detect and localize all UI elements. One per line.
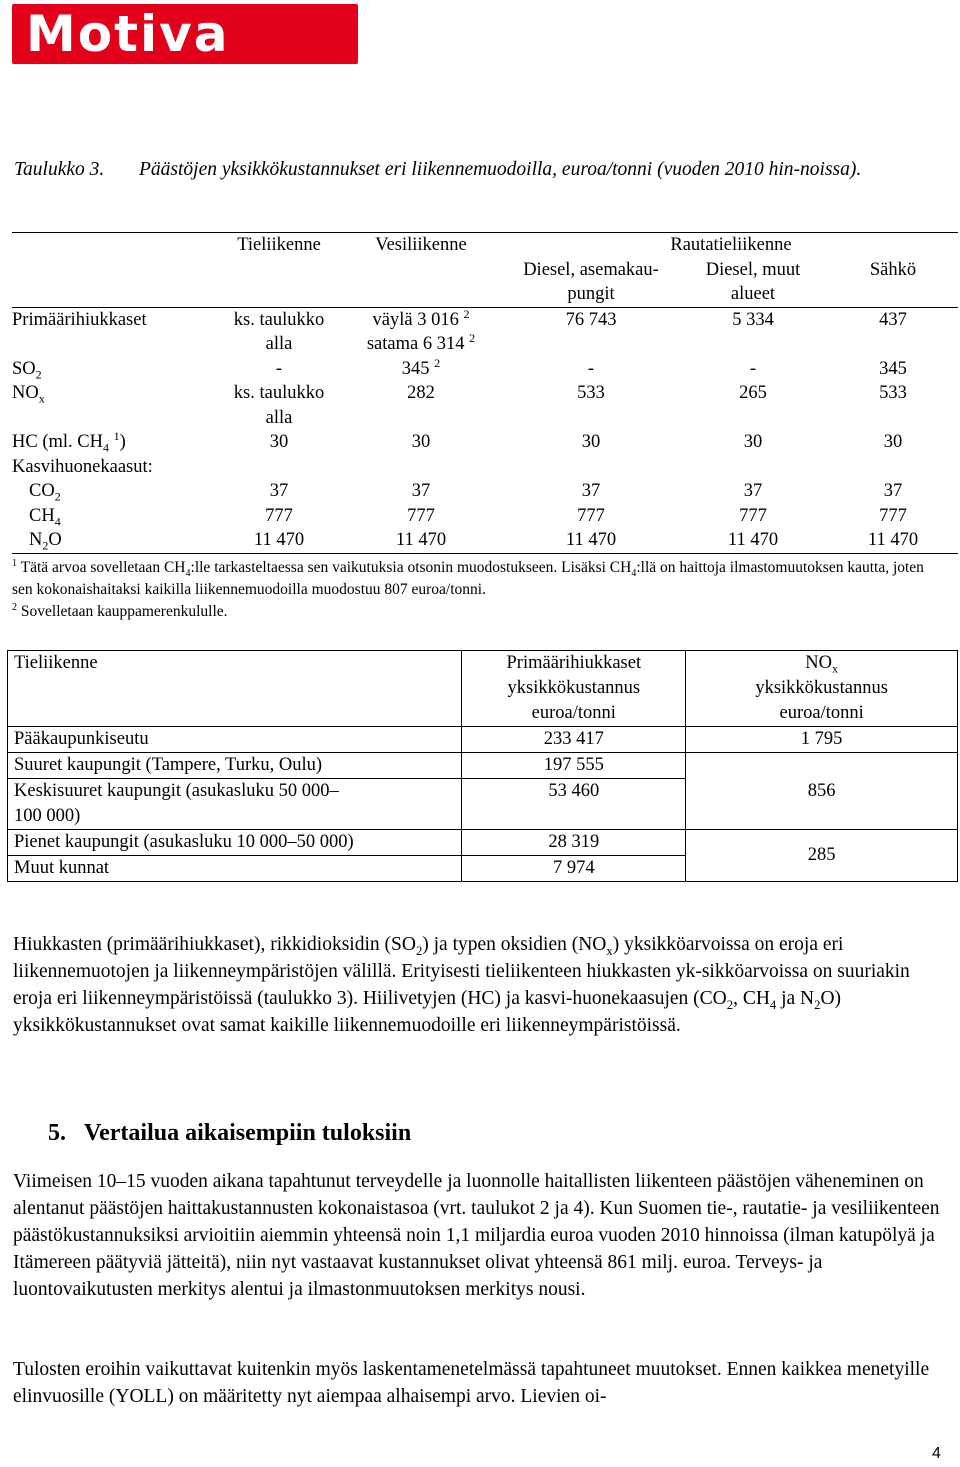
road-table-header: Tieliikenne Primäärihiukkaset yksikkökustannus euroa/tonni $NO_x$ yksikkökustannus euroa/tonni — [8, 651, 958, 727]
paragraph-methods: Tulosten eroihin vaikuttavat kuitenkin myös laskentamenetelmässä tapahtuneet muutokset. Ennen kaikkea menetyille elinvuosille (YOLL) on määritetty nyt aiempaa alhaisempi arvo. Lievien oi- — [13, 1359, 930, 1407]
table-row: Muut kunnat 7 974 — [8, 856, 958, 882]
logo-text: Motiva — [26, 5, 230, 63]
row-primary-particles-cont: alla satama 6 314 $^2$ — [265, 330, 476, 354]
header-diesel-other: Diesel, muut — [705, 259, 801, 280]
table-row: Keskisuuret kaupungit (asukasluku 50 000– 100 000) 53 460 — [8, 779, 958, 830]
table-subheader-row-2: pungit alueet — [12, 282, 958, 307]
row-so2: $SO_2$ - 345 $^2$ - - 345 — [12, 355, 907, 382]
row-nox-cont: alla — [265, 407, 293, 428]
row-primary-particles: Primäärihiukkaset ks. taulukko väylä 3 016 $^2$ 76 743 5 334 437 — [12, 306, 907, 330]
footnote-1: $^1$ Tätä arvoa sovelletaan $CH_4:lle$ tarkasteltaessa sen vaikutuksia otsonin muodostukseen. Lisäksi $CH_4:llä$ on haittoja ilmastomuutoksen kautta, joten sen kokonaishaitaksi kaikilla liikennemuodoilla muodostuu 807 euroa/tonni. — [12, 557, 924, 598]
caption-text: Päästöjen yksikkökustannukset eri liikennemuodoilla, euroa/tonni (vuoden 2010 hin-noissa). — [139, 159, 862, 180]
header-electric: Sähkö — [869, 259, 917, 280]
row-hc: HC (ml. $CH_4$ $^1$) 30 30 30 30 30 — [12, 428, 903, 455]
emission-cost-table — [12, 232, 958, 554]
footnote-2: $^2$ Sovelletaan kauppamerenkululle. — [12, 601, 228, 620]
header-road: Tieliikenne — [220, 233, 338, 258]
header-water: Vesiliikenne — [338, 233, 504, 258]
header-rail: Rautatieliikenne — [504, 233, 958, 258]
row-ch4: $CH_4$ 777 777 777 777 777 — [29, 505, 907, 529]
caption-label: Taulukko 3. — [14, 159, 105, 180]
table-subheader-row — [12, 258, 958, 283]
row-co2: $CO_2$ 37 37 37 37 37 — [29, 481, 903, 504]
table-header-row — [12, 233, 958, 258]
road-traffic-cost-table — [7, 650, 958, 882]
page-number: 4 — [932, 1445, 941, 1462]
paragraph-comparison: Viimeisen 10–15 vuoden aikana tapahtunut terveydelle ja luonnolle haitallisten liikenteen päästöjen väheneminen on alentanut päästöjen haittakustannusten kokonaistasoa (vrt. taulukot 2 ja 4). Kun Suomen tie-, rautatie- ja vesiliikenteen päästökustannuksiksi arvioitiin aiemmin yhteensä noin 1,1 miljardia euroa vuoden 2010 hinnoissa (ilman katupölyä ja Itämereen päätyviä jätteitä), niin nyt vastaavat kustannukset olivat yhteensä 861 milj. euroa. Terveys- ja luontovaikutusten merkitys alentui ja ilmastonmuutoksen merkitys nousi. — [13, 1171, 940, 1300]
section-heading: 5. Vertailua aikaisempiin tuloksiin — [48, 1120, 412, 1146]
table-footnotes — [12, 557, 947, 623]
row-n2o: $N_2O$ 11 470 11 470 11 470 11 470 11 470 — [12, 528, 958, 553]
table-row: Pienet kaupungit (asukasluku 10 000–50 000) 28 319 285 — [8, 830, 958, 856]
header-diesel-station: Diesel, asemakau- — [523, 259, 659, 280]
table-row: Suuret kaupungit (Tampere, Turku, Oulu) 197 555 856 — [8, 753, 958, 779]
table-caption — [14, 156, 944, 183]
row-ghg: Kasvihuonekaasut: — [12, 456, 153, 477]
motiva-logo — [12, 4, 358, 64]
paragraph-emissions: Hiukkasten (primäärihiukkaset), rikkidioksidin $(SO_2)$ ja typen oksidien $(NO_x)$ yksikköarvoissa on eroja eri liikennemuotojen ja liikenneympäristöjen välillä. Erityisesti tieliikenteen hiukkasten yk-sikköarvoissa on suuriakin eroja eri liikenneympäristöissä (taulukko 3). Hiilivetyjen (HC) ja kasvi-huonekaasujen ($CO_2$, $CH_4$ ja $N_2O$) yksikkökustannukset ovat samat kaikille liikennemuodoille eri liikenneympäristöissä. — [13, 934, 910, 1036]
row-nox: $NO_x$ ks. taulukko 282 533 265 533 — [12, 383, 907, 406]
table-row: Pääkaupunkiseutu 233 417 1 795 — [8, 727, 958, 753]
